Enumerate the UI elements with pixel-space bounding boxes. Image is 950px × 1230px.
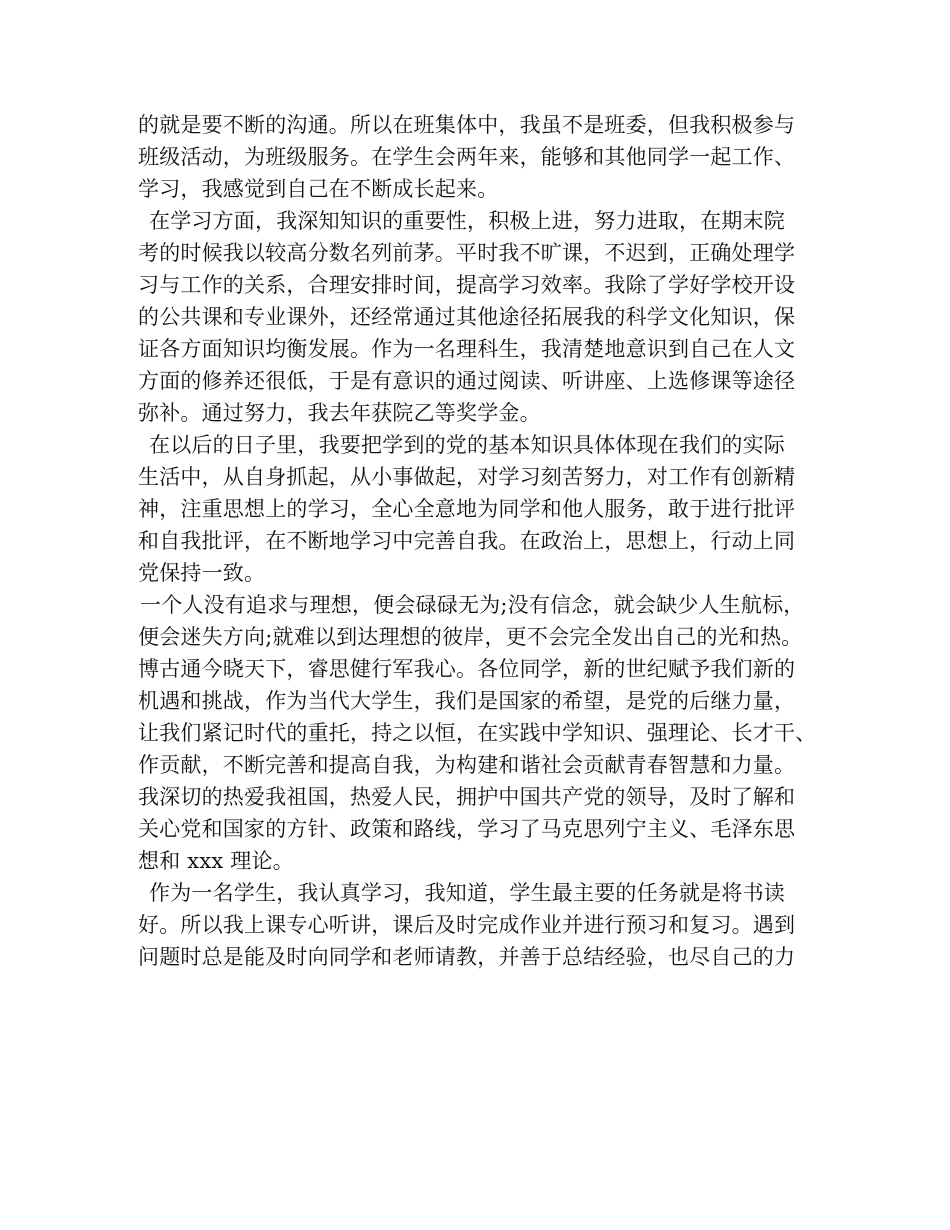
text-line: 证各方面知识均衡发展。作为一名理科生，我清楚地意识到自己在人文 (138, 337, 796, 361)
text-line: 的公共课和专业课外，还经常通过其他途径拓展我的科学文化知识，保 (138, 305, 796, 329)
text-line: 关心党和国家的方针、政策和路线，学习了马克思列宁主义、毛泽东思 (138, 817, 796, 841)
text-line: 机遇和挑战，作为当代大学生，我们是国家的希望，是党的后继力量， (138, 689, 796, 713)
text-line: 神，注重思想上的学习，全心全意地为同学和他人服务，敢于进行批评 (138, 497, 796, 521)
text-line: 和自我批评，在不断地学习中完善自我。在政治上，思想上，行动上同 (138, 529, 796, 553)
text-line: 学习，我感觉到自己在不断成长起来。 (138, 177, 499, 201)
text-line: 我深切的热爱我祖国，热爱人民，拥护中国共产党的领导，及时了解和 (138, 785, 796, 809)
text-line: 弥补。通过努力，我去年获院乙等奖学金。 (138, 401, 541, 425)
text-line: 博古通今晓天下，睿思健行军我心。各位同学，新的世纪赋予我们新的 (138, 657, 796, 681)
paragraph-first-line: 作为一名学生，我认真学习，我知道，学生最主要的任务就是将书读 (149, 881, 785, 905)
text-line: 想和 xxx 理论。 (138, 849, 294, 873)
text-line: 的就是要不断的沟通。所以在班集体中，我虽不是班委，但我积极参与 (138, 113, 796, 137)
text-line: 便会迷失方向;就难以到达理想的彼岸，更不会完全发出自己的光和热。 (138, 625, 803, 649)
text-line: 习与工作的关系，合理安排时间，提高学习效率。我除了学好学校开设 (138, 273, 796, 297)
text-line: 党保持一致。 (138, 561, 266, 585)
text-line: 班级活动，为班级服务。在学生会两年来，能够和其他同学一起工作、 (138, 145, 796, 169)
text-line: 方面的修养还很低，于是有意识的通过阅读、听讲座、上选修课等途径 (138, 369, 796, 393)
paragraph-first-line: 在学习方面，我深知知识的重要性，积极上进，努力进取，在期末院 (149, 209, 785, 233)
text-line: 让我们紧记时代的重托，持之以恒，在实践中学知识、强理论、长才干、 (138, 721, 817, 745)
text-line: 问题时总是能及时向同学和老师请教，并善于总结经验，也尽自己的力 (138, 945, 796, 969)
paragraph-first-line: 一个人没有追求与理想，便会碌碌无为;没有信念，就会缺少人生航标， (140, 593, 805, 617)
document-body (138, 109, 838, 973)
text-line: 考的时候我以较高分数名列前茅。平时我不旷课，不迟到，正确处理学 (138, 241, 796, 265)
paragraph-first-line: 在以后的日子里，我要把学到的党的基本知识具体体现在我们的实际 (149, 433, 785, 457)
text-line: 生活中，从自身抓起，从小事做起，对学习刻苦努力，对工作有创新精 (138, 465, 796, 489)
text-line: 好。所以我上课专心听讲，课后及时完成作业并进行预习和复习。遇到 (138, 913, 796, 937)
text-line: 作贡献，不断完善和提高自我，为构建和谐社会贡献青春智慧和力量。 (138, 753, 796, 777)
